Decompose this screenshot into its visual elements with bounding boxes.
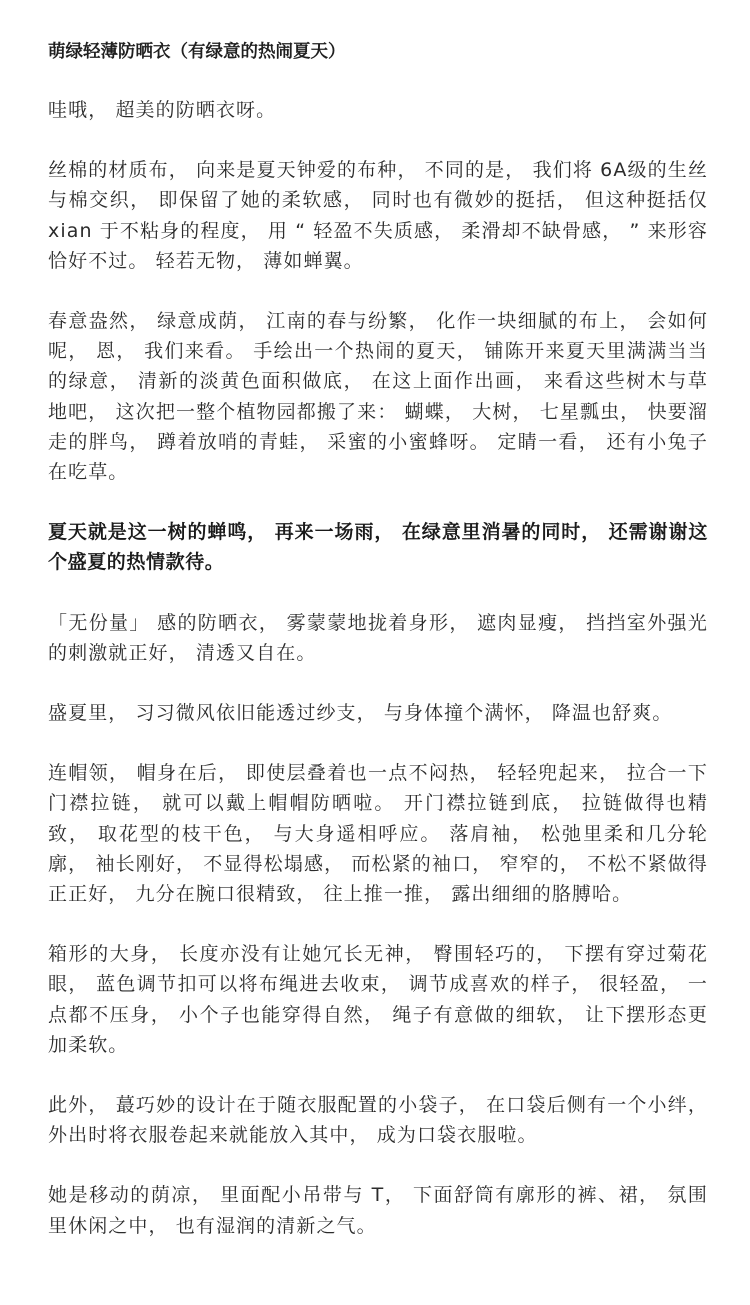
paragraph-material: 丝棉的材质布， 向来是夏天钟爱的布种， 不同的是， 我们将 6A级的生丝与棉交织， 即保留了她的柔软感， 同时也有微妙的挺括， 但这种挺括仅 xian 于不粘身的程度， 用 “ 轻盈不失质感， 柔滑却不缺骨感， ” 来形容恰好不过。 轻若无物， 薄如蝉翼。 xyxy=(48,159,708,272)
paragraph-styling: 她是移动的荫凉， 里面配小吊带与 T， 下面舒筒有廓形的裤、裙， 氛围里休闲之中， 也有湿润的清新之气。 xyxy=(48,1184,708,1237)
paragraph-print: 春意盎然， 绿意成荫， 江南的春与纷繁， 化作一块细腻的布上， 会如何呢， 恩， 我们来看。 手绘出一个热闹的夏天， 铺陈开来夏天里满满当当的绿意， 清新的淡黄色面积做底， 在这上面作出画， 来看这些树木与草地吧， 这次把一整个植物园都搬了来： 蝴蝶， 大树， 七星瓢虫， 快要溜走的胖鸟， 蹲着放哨的青蛙， 采蜜的小蜜蜂呀。 定睛一看， 还有小兔子在吃草。 xyxy=(48,310,708,484)
paragraph-body: 箱形的大身， 长度亦没有让她冗长无神， 臀围轻巧的， 下摆有穿过菊花眼， 蓝色调节扣可以将布绳进去收束， 调节成喜欢的样子， 很轻盈， 一点都不压身， 小个子也能穿得自然， 绳子有意做的细软， 让下摆形态更加柔软。 xyxy=(48,943,708,1056)
paragraph-highlight: 夏天就是这一树的蝉鸣， 再来一场雨， 在绿意里消暑的同时， 还需谢谢这个盛夏的热情款待。 xyxy=(48,521,708,574)
paragraph-weightless: 「无份量」 感的防晒衣， 雾蒙蒙地拢着身形， 遮肉显瘦， 挡挡室外强光的刺激就正好， 清透又自在。 xyxy=(48,611,708,664)
paragraph-intro: 哇哦， 超美的防晒衣呀。 xyxy=(48,99,277,121)
article-title: 萌绿轻薄防晒衣（有绿意的热闹夏天） xyxy=(48,42,346,62)
paragraph-breeze: 盛夏里， 习习微风依旧能透过纱支， 与身体撞个满怀， 降温也舒爽。 xyxy=(48,702,673,725)
article xyxy=(48,38,708,1271)
paragraph-hood: 连帽领， 帽身在后， 即使层叠着也一点不闷热， 轻轻兜起来， 拉合一下门襟拉链， 就可以戴上帽帽防晒啦。 开门襟拉链到底， 拉链做得也精致， 取花型的枝干色， 与大身遥相呼应。 落肩袖， 松弛里柔和几分轮廓， 袖长刚好， 不显得松塌感， 而松紧的袖口， 窄窄的， 不松不紧做得正正好， 九分在腕口很精致， 往上推一推， 露出细细的胳膊哈。 xyxy=(48,762,708,906)
paragraph-pouch: 此外， 蕞巧妙的设计在于随衣服配置的小袋子， 在口袋后侧有一个小绊， 外出时将衣服卷起来就能放入其中， 成为口袋衣服啦。 xyxy=(48,1094,708,1147)
